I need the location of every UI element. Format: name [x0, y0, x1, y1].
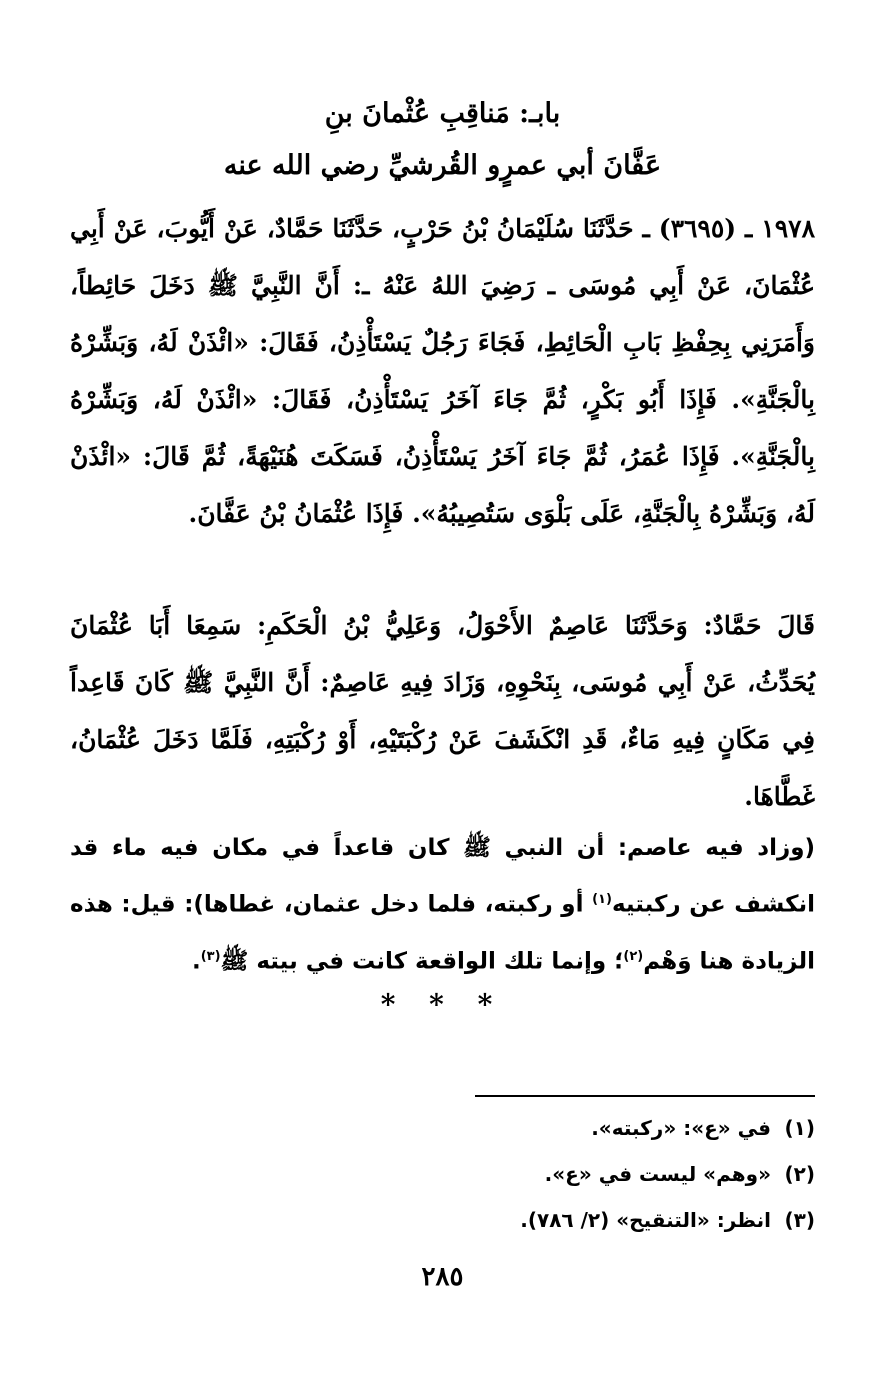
footnotes [70, 1105, 815, 1243]
commentary-part-3: ؛ وإنما تلك الواقعة كانت في بيته ﷺ [220, 948, 624, 975]
hadith-main-text: ١٩٧٨ ـ (٣٦٩٥) ـ حَدَّثَنَا سُلَيْمَانُ بْنُ حَرْبٍ، حَدَّثَنَا حَمَّادٌ، عَنْ أَيُّوبَ، عَنْ أَبِي عُثْمَانَ، عَنْ أَبِي مُوسَى ـ رَضِيَ اللهُ عَنْهُ ـ: أَنَّ النَّبِيَّ ﷺ دَخَلَ حَائِطاً، وَأَمَرَنِي بِحِفْظِ بَابِ الْحَائِطِ، فَجَاءَ رَجُلٌ يَسْتَأْذِنُ، فَقَالَ: «ائْذَنْ لَهُ، وَبَشِّرْهُ بِالْجَنَّةِ». فَإِذَا أَبُو بَكْرٍ، ثُمَّ جَاءَ آخَرُ يَسْتَأْذِنُ، فَقَالَ: «ائْذَنْ لَهُ، وَبَشِّرْهُ بِالْجَنَّةِ». فَإِذَا عُمَرُ، ثُمَّ جَاءَ آخَرُ يَسْتَأْذِنُ، فَسَكَتَ هُنَيْهَةً، ثُمَّ قَالَ: «ائْذَنْ لَهُ، وَبَشِّرْهُ بِالْجَنَّةِ، عَلَى بَلْوَى سَتُصِيبُهُ». فَإِذَا عُثْمَانُ بْنُ عَفَّانَ. [70, 214, 816, 528]
footnote-number: (١) [784, 1116, 815, 1140]
footnote-reference-1: (١) [592, 892, 612, 907]
commentary-part-2: أو ركبته، فلما دخل عثمان، غطاها): قيل: هذه الزيادة هنا وَهْم [70, 891, 815, 975]
footnote-number: (٢) [784, 1162, 815, 1186]
footnote-text: انظر: «التنقيح» (٢/ ٧٨٦). [520, 1208, 771, 1232]
section-separator: * * * [380, 988, 505, 1021]
footnote-divider [475, 1095, 815, 1097]
commentary-paragraph [70, 823, 815, 987]
hadith-addition-text: قَالَ حَمَّادٌ: وَحَدَّثَنَا عَاصِمٌ الأَحْوَلُ، وَعَلِيُّ بْنُ الْحَكَمِ: سَمِعَا أَبَا عُثْمَانَ يُحَدِّثُ، عَنْ أَبِي مُوسَى، بِنَحْوِهِ، وَزَادَ فِيهِ عَاصِمٌ: أَنَّ النَّبِيَّ ﷺ كَانَ قَاعِداً فِي مَكَانٍ فِيهِ مَاءٌ، قَدِ انْكَشَفَ عَنْ رُكْبَتَيْهِ، أَوْ رُكْبَتِهِ، فَلَمَّا دَخَلَ عُثْمَانُ، غَطَّاهَا. [70, 611, 815, 811]
commentary-part-4: . [191, 948, 201, 975]
page-number: ٢٨٥ [421, 1262, 464, 1292]
footnote-2 [70, 1151, 815, 1197]
footnote-text: في «ع»: «ركبته». [591, 1116, 771, 1140]
footnote-3 [70, 1197, 815, 1243]
chapter-title [140, 88, 745, 192]
footnote-reference-2: (٢) [623, 948, 644, 964]
footnote-text: «وهم» ليست في «ع». [544, 1162, 771, 1186]
footnote-number: (٣) [784, 1208, 815, 1232]
chapter-title-line-1: بابـ: مَناقِبِ عُثْمانَ بنِ [324, 98, 561, 129]
footnote-1 [70, 1105, 815, 1151]
chapter-title-line-2: عَفَّانَ أبي عمرٍو القُرشيِّ رضي الله عنه [223, 150, 662, 181]
footnote-reference-3: (٣) [200, 948, 221, 964]
commentary-part-1: (وزاد فيه عاصم: أن النبي ﷺ كان قاعداً في مكان فيه ماء قد انكشف عن ركبتيه [70, 835, 815, 918]
